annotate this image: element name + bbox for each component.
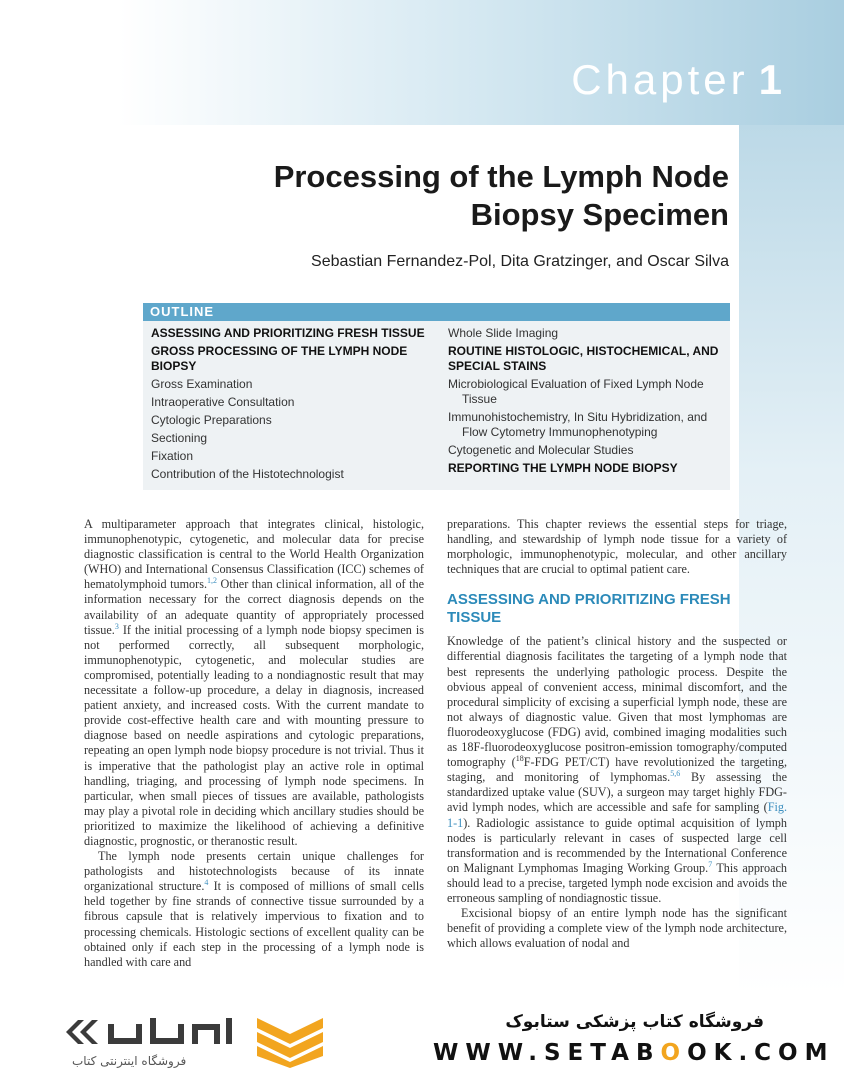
body-column-1: [84, 517, 424, 970]
outline-heading: OUTLINE: [143, 303, 730, 321]
outline-item[interactable]: Immunohistochemistry, In Situ Hybridization, and Flow Cytometry Immunophenotyping: [448, 410, 708, 439]
shop-url[interactable]: [433, 1040, 835, 1066]
outline-box: [143, 303, 730, 490]
text: Knowledge of the patient’s clinical history and the suspected or differential diagnosis facilitates the targeting of a lymph node that best represents the underlying pathologic process. Despite the obvious appeal of convenient access, minimal discomfort, and the procedural simplicity of excising a superficial lymph node, these are not always of diagnostic value. Given that most lymphomas are fluorodeoxyglucose (FDG) avid, combined imaging modalities such as 18F-fluorodeoxyglucose positron-emission tomography/computed tomography (: [447, 634, 787, 770]
outline-item[interactable]: REPORTING THE LYMPH NODE BIOPSY: [448, 461, 678, 475]
paragraph: [84, 849, 424, 970]
outline-item[interactable]: GROSS PROCESSING OF THE LYMPH NODE BIOPSY: [151, 344, 408, 373]
paragraph: preparations. This chapter reviews the essential steps for triage, handling, and stewardship of lymph node tissue for a variety of morphologic, immunophenotypic, molecular, and other ancillary techniques that are crucial to optimal patient care.: [447, 517, 787, 577]
outline-item[interactable]: Fixation: [151, 449, 194, 463]
outline-left-column: [151, 326, 431, 485]
text: If the initial processing of a lymph node biopsy specimen is not performed correctly, all subsequent morphologic, immunophenotypic, cytogenetic, and molecular studies are compromised, potentially leading to a nondiagnostic result that may necessitate a follow-up procedure, a delay in diagnosis, increased patient anxiety, and increased costs. With the current mandate to provide cost-effective health care and with mounting pressure to diagnose based on needle aspirations and cytologic preparations, repeating an open lymph node biopsy procedure is not trivial. Thus it is imperative that the pathologist play an active role in optimal handling, triaging, and processing of lymph node specimens. In particular, when small pieces of tissues are available, pathologists may play a pivotal role in deciding which ancillary studies should be prioritized to maximize the likelihood of achieving a definitive diagnostic, prognostic, or theranostic result.: [84, 622, 424, 848]
text: It is composed of millions of small cells held together by fine strands of connective tissue surrounded by a fibrous capsule that is relatively impervious to fixation and to processing chemicals. Histologic sections of excellent quality can be obtained only if each step in the processing of a lymph node is handled with care and: [84, 879, 424, 969]
section-heading: ASSESSING AND PRIORITIZING FRESH TISSUE: [447, 591, 731, 627]
outline-item[interactable]: Microbiological Evaluation of Fixed Lymph Node Tissue: [448, 377, 704, 406]
outline-item[interactable]: Cytologic Preparations: [151, 413, 272, 427]
title-line-1: Processing of the Lymph Node: [273, 159, 729, 194]
outline-item[interactable]: Whole Slide Imaging: [448, 326, 559, 340]
paragraph: [447, 634, 787, 906]
citation[interactable]: 5,6: [670, 769, 681, 779]
text: This approach should lead to a precise, targeted lymph node excision and avoids the erroneous sampling of nondiagnostic tissue.: [447, 860, 787, 905]
url-accent: O: [660, 1040, 688, 1066]
chapter-number: 1: [758, 56, 782, 103]
citation[interactable]: 4: [204, 878, 209, 888]
citation[interactable]: 1,2: [207, 576, 218, 586]
text: Other than clinical information, all of the information necessary for the correct diagnosis depends on the availability of an adequate quantity of appropriately processed tissue.: [84, 577, 424, 637]
text: By assessing the standardized uptake value (SUV), a surgeon may target highly FDG-avid lymph nodes, which are accessible and safe for sampling (: [447, 770, 787, 815]
outline-item[interactable]: Intraoperative Consultation: [151, 395, 295, 409]
shop-name: فروشگاه کتاب پزشکی ستابوک: [505, 1012, 764, 1032]
isotope-superscript: 18: [515, 754, 524, 764]
outline-item[interactable]: ASSESSING AND PRIORITIZING FRESH TISSUE: [151, 326, 425, 340]
url-part: SETAB: [543, 1040, 661, 1066]
outline-item[interactable]: Gross Examination: [151, 377, 253, 391]
outline-item[interactable]: Contribution of the Histotechnologist: [151, 467, 344, 481]
outline-item[interactable]: ROUTINE HISTOLOGIC, HISTOCHEMICAL, AND SPECIAL STAINS: [448, 344, 719, 373]
title-line-2: Biopsy Specimen: [470, 197, 729, 232]
text: The lymph node presents certain unique challenges for pathologists and histotechnologists because of its innate organizational structure.: [84, 849, 424, 894]
text: F-FDG PET/CT) have revolutionized the targeting, staging, and monitoring of lymphomas.: [447, 755, 787, 785]
paragraph: [84, 517, 424, 849]
outline-item[interactable]: Cytogenetic and Molecular Studies: [448, 443, 634, 457]
body-column-2: [447, 517, 787, 951]
figure-reference-link[interactable]: Fig. 1-1: [447, 800, 787, 830]
url-part: WWW.: [433, 1040, 544, 1066]
logo-mark-icon: [62, 1012, 252, 1052]
authors: Sebastian Fernandez-Pol, Dita Gratzinger, and Oscar Silva: [311, 253, 729, 270]
logo-subtitle: فروشگاه اینترنتی کتاب: [72, 1054, 187, 1068]
citation[interactable]: 3: [114, 621, 119, 631]
outline-right-column: [448, 326, 728, 479]
citation[interactable]: 7: [708, 859, 713, 869]
watermark-footer: [0, 994, 844, 1080]
text: A multiparameter approach that integrates clinical, histologic, immunophenotypic, cytogenetic, and molecular data for precise diagnostic classification is central to the World Health Organization (WHO) and International Consensus Classification (ICC) schemes of hematolymphoid tumors.: [84, 517, 424, 592]
outline-item[interactable]: Sectioning: [151, 431, 208, 445]
text: ). Radiologic assistance to guide optimal acquisition of lymph nodes is particularly relevant in cases of suspected large cell transformation and is recommended by the International Conference on Malignant Lymphomas Imaging Working Group.: [447, 815, 787, 875]
url-part: OK.COM: [687, 1040, 835, 1066]
paragraph: Excisional biopsy of an entire lymph node has the significant benefit of providing a complete view of the lymph node architecture, which allows evaluation of nodal and: [447, 906, 787, 951]
chevron-emblem-icon: [255, 1016, 325, 1068]
chapter-word: Chapter: [571, 56, 749, 103]
chapter-label: [571, 56, 782, 104]
chapter-title: [169, 158, 729, 234]
